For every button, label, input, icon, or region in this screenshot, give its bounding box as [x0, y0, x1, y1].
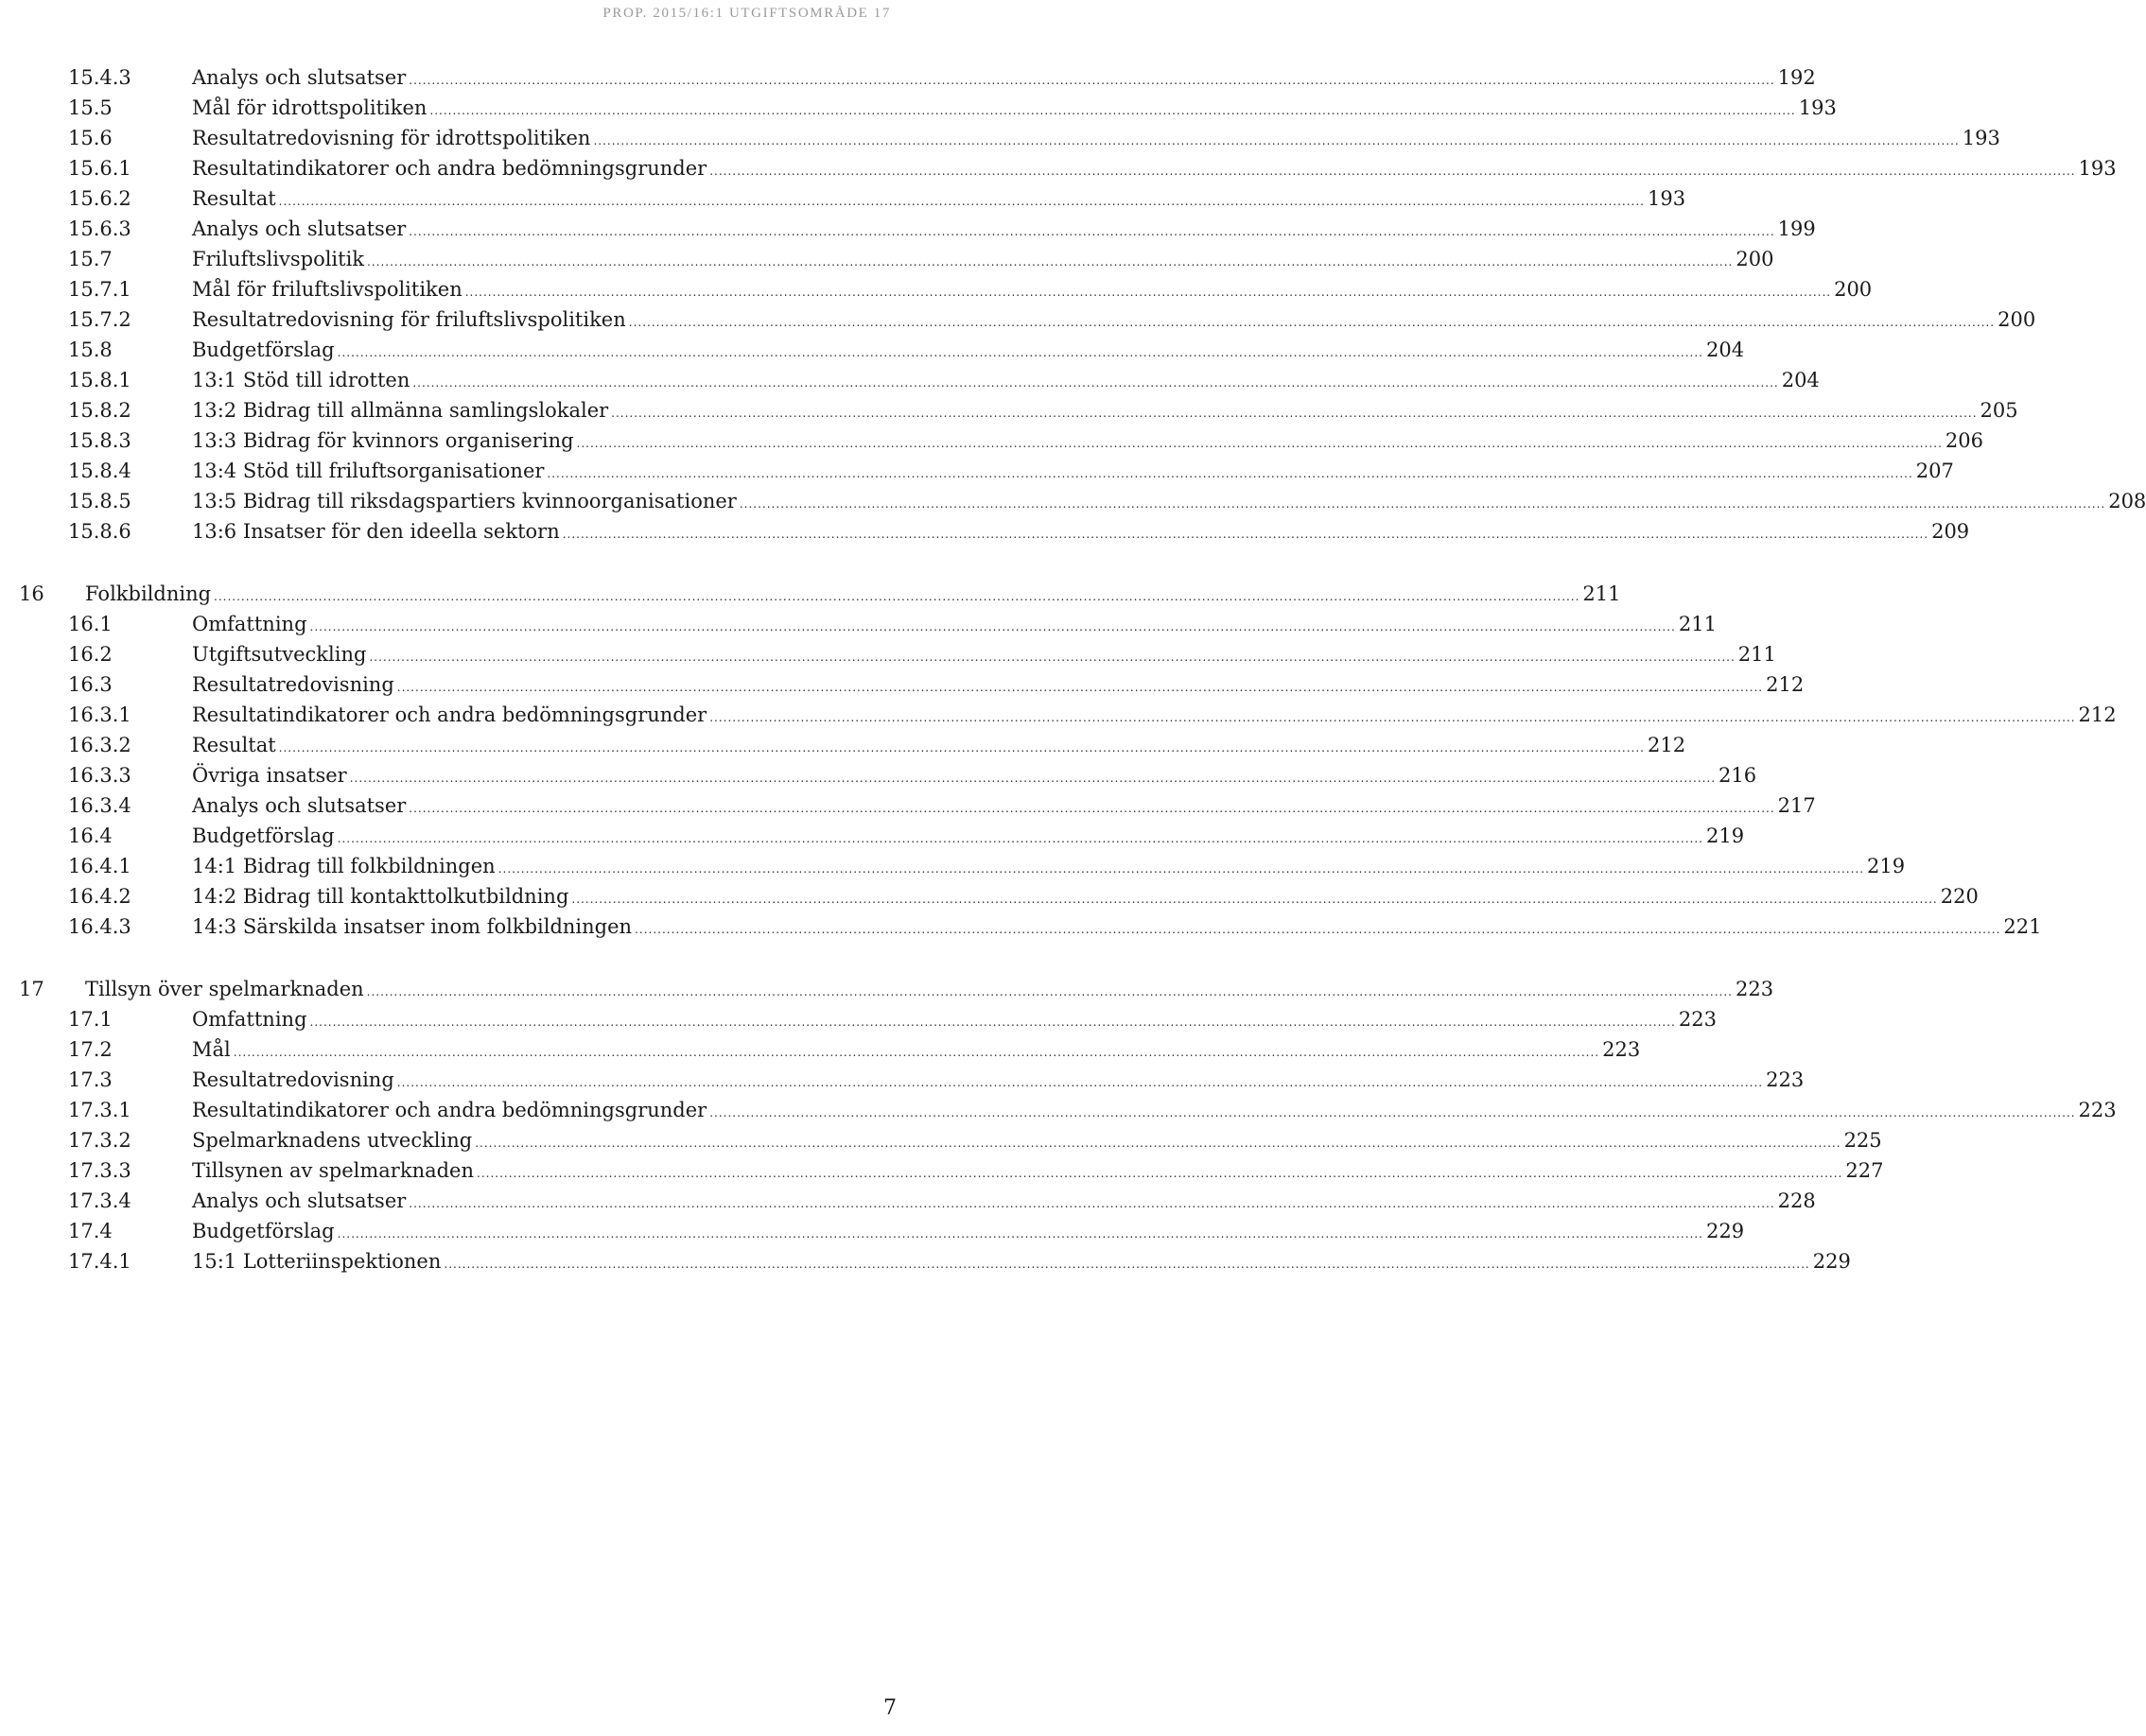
toc-entry-page: 200 — [1834, 278, 1873, 301]
toc-entry-number: 15.7.2 — [68, 308, 131, 331]
toc-entry-number: 15.7.1 — [68, 278, 131, 301]
toc-entry[interactable] — [68, 62, 1816, 93]
toc-entry-title: Analys och slutsatser — [192, 66, 407, 89]
toc-entry-number: 16 — [19, 582, 44, 605]
toc-entry-page: 205 — [1980, 399, 2018, 422]
toc-entry-number: 15.8 — [68, 339, 113, 361]
toc-entry-number: 17 — [19, 978, 44, 1000]
toc-entry[interactable] — [68, 911, 2042, 942]
toc-entry-page: 211 — [1737, 643, 1776, 666]
toc-entry-page: 204 — [1781, 369, 1820, 391]
toc-entry-page: 219 — [1705, 825, 1745, 847]
toc-entry-title: Omfattning — [192, 1008, 307, 1031]
toc-entry-number: 15.6.3 — [68, 217, 131, 240]
toc-entry-title: 14:3 Särskilda insatser inom folkbildningen — [192, 915, 633, 938]
toc-entry-page: 211 — [1582, 582, 1621, 605]
toc-entry-page: 209 — [1931, 520, 1970, 543]
toc-entry[interactable] — [68, 486, 2146, 516]
dot-leader: ............................................................................................................................................................................................................................................................................................................ — [412, 376, 1779, 390]
toc-entry[interactable] — [68, 1065, 1805, 1095]
toc-entry-title: Resultat — [192, 734, 276, 756]
toc-entry-number: 17.4 — [68, 1220, 113, 1242]
toc-entry[interactable] — [68, 516, 1970, 547]
toc-entry-page: 193 — [2078, 157, 2117, 180]
dot-leader: ............................................................................................................................................................................................................................................................................................................ — [409, 1197, 1775, 1210]
toc-entry-number: 17.4.1 — [68, 1250, 131, 1273]
toc-entry-number: 17.3.3 — [68, 1159, 131, 1182]
toc-entry-title: Resultatindikatorer och andra bedömningsgrunder — [192, 1099, 707, 1121]
toc-entry-page: 217 — [1777, 794, 1816, 817]
toc-entry[interactable] — [68, 93, 1837, 123]
toc-entry[interactable] — [68, 1125, 1882, 1155]
dot-leader: ............................................................................................................................................................................................................................................................................................................ — [409, 802, 1775, 815]
toc-entry-title: 14:1 Bidrag till folkbildningen — [192, 855, 496, 877]
toc-entry-page: 220 — [1940, 885, 1979, 908]
toc-entry-page: 193 — [1648, 187, 1686, 210]
toc-entry-title: Analys och slutsatser — [192, 1189, 407, 1212]
dot-leader: ............................................................................................................................................................................................................................................................................................................ — [475, 1137, 1841, 1150]
toc-entry-number: 16.3.1 — [68, 703, 131, 726]
toc-entry[interactable] — [68, 456, 1954, 486]
toc-entry-title: 13:2 Bidrag till allmänna samlingslokaler — [192, 399, 609, 422]
dot-leader: ............................................................................................................................................................................................................................................................................................................ — [571, 893, 1938, 906]
dot-leader: ............................................................................................................................................................................................................................................................................................................ — [337, 1227, 1703, 1241]
toc-entry-number: 15.6.1 — [68, 157, 131, 180]
toc-entry-title: Resultatredovisning för friluftslivspolitiken — [192, 308, 626, 331]
toc-entry[interactable] — [68, 153, 2117, 183]
toc-entry[interactable] — [68, 881, 1979, 911]
toc-entry[interactable] — [68, 639, 1776, 669]
toc-entry-page: 207 — [1915, 460, 1954, 482]
toc-entry-title: 14:2 Bidrag till kontakttolkutbildning — [192, 885, 569, 908]
toc-entry-page: 223 — [1678, 1008, 1717, 1031]
toc-entry-title: 13:3 Bidrag för kvinnors organisering — [192, 429, 574, 452]
dot-leader: ............................................................................................................................................................................................................................................................................................................ — [611, 407, 1978, 420]
toc-entry-title: Utgiftsutveckling — [192, 643, 367, 666]
toc-entry-number: 16.3 — [68, 673, 113, 696]
toc-entry-page: 223 — [1602, 1038, 1641, 1061]
dot-leader: ............................................................................................................................................................................................................................................................................................................ — [593, 134, 1960, 148]
dot-leader: ............................................................................................................................................................................................................................................................................................................ — [739, 497, 2106, 511]
toc-entry-page: 208 — [2108, 490, 2146, 512]
dot-leader: ............................................................................................................................................................................................................................................................................................................ — [396, 681, 1764, 694]
dot-leader: ............................................................................................................................................................................................................................................................................................................ — [635, 923, 2001, 936]
toc-entry-title: Mål för idrottspolitiken — [192, 96, 427, 119]
toc-entry-number: 16.1 — [68, 613, 113, 635]
toc-entry[interactable] — [68, 1155, 1884, 1186]
toc-entry-title: 13:6 Insatser för den ideella sektorn — [192, 520, 560, 543]
toc-entry[interactable] — [68, 395, 2018, 425]
toc-entry-number: 15.4.3 — [68, 66, 131, 89]
toc-entry-title: Resultatindikatorer och andra bedömningsgrunder — [192, 703, 707, 726]
toc-entry-title: Budgetförslag — [192, 1220, 335, 1242]
toc-entry-page: 192 — [1777, 66, 1816, 89]
toc-entry[interactable] — [68, 1095, 2117, 1125]
toc-entry-page: 221 — [2003, 915, 2042, 938]
toc-entry-title: Budgetförslag — [192, 339, 335, 361]
toc-entry[interactable] — [68, 1246, 1851, 1276]
dot-leader: ............................................................................................................................................................................................................................................................................................................ — [349, 772, 1717, 785]
dot-leader: ............................................................................................................................................................................................................................................................................................................ — [547, 467, 1913, 480]
toc-entry[interactable] — [68, 123, 2000, 153]
dot-leader: ............................................................................................................................................................................................................................................................................................................ — [709, 165, 2076, 178]
toc-entry-number: 15.7 — [68, 248, 113, 270]
dot-leader: ............................................................................................................................................................................................................................................................................................................ — [367, 255, 1734, 269]
dot-leader: ............................................................................................................................................................................................................................................................................................................ — [337, 832, 1703, 845]
toc-entry-title: Resultat — [192, 187, 276, 210]
toc-entry[interactable] — [68, 183, 1686, 214]
toc-entry[interactable] — [68, 1216, 1745, 1246]
toc-entry-page: 212 — [1648, 734, 1686, 756]
dot-leader: ............................................................................................................................................................................................................................................................................................................ — [562, 528, 1929, 541]
dot-leader: ............................................................................................................................................................................................................................................................................................................ — [278, 741, 1645, 755]
toc-entry[interactable] — [68, 821, 1745, 851]
dot-leader: ............................................................................................................................................................................................................................................................................................................ — [214, 590, 1580, 603]
page-number: 7 — [883, 1696, 897, 1720]
toc-entry-page: 227 — [1845, 1159, 1884, 1182]
toc-entry-title: Tillsyn över spelmarknaden — [85, 978, 364, 1000]
toc-entry-number: 16.2 — [68, 643, 113, 666]
toc-entry-number: 16.4.1 — [68, 855, 131, 877]
toc-entry[interactable] — [68, 790, 1816, 821]
dot-leader: ............................................................................................................................................................................................................................................................................................................ — [366, 985, 1733, 998]
running-header: PROP. 2015/16:1 UTGIFTSOMRÅDE 17 — [602, 6, 891, 21]
toc-entry-number: 17.2 — [68, 1038, 113, 1061]
toc-entry[interactable] — [68, 1004, 1717, 1034]
toc-entry-title: Resultatindikatorer och andra bedömningsgrunder — [192, 157, 707, 180]
dot-leader: ............................................................................................................................................................................................................................................................................................................ — [709, 1106, 2076, 1120]
toc-entry-page: 216 — [1719, 764, 1757, 787]
dot-leader: ............................................................................................................................................................................................................................................................................................................ — [309, 620, 1676, 634]
dot-leader: ............................................................................................................................................................................................................................................................................................................ — [628, 316, 1996, 329]
toc-entry-title: Mål — [192, 1038, 231, 1061]
toc-entry-number: 16.3.2 — [68, 734, 131, 756]
dot-leader: ............................................................................................................................................................................................................................................................................................................ — [396, 1076, 1764, 1089]
toc-entry-title: Spelmarknadens utveckling — [192, 1129, 473, 1152]
toc-entry-page: 223 — [1766, 1068, 1805, 1091]
toc-entry-title: Övriga insatser — [192, 764, 347, 787]
toc-entry[interactable] — [68, 1034, 1641, 1065]
toc-entry[interactable] — [68, 274, 1873, 304]
toc-entry[interactable] — [68, 365, 1820, 395]
dot-leader: ............................................................................................................................................................................................................................................................................................................ — [497, 862, 1865, 876]
toc-entry-title: Resultatredovisning för idrottspolitiken — [192, 127, 591, 149]
toc-entry-number: 16.3.3 — [68, 764, 131, 787]
toc-entry-title: Mål för friluftslivspolitiken — [192, 278, 462, 301]
toc-entry[interactable] — [68, 1186, 1816, 1216]
toc-entry-number: 15.8.4 — [68, 460, 131, 482]
dot-leader: ............................................................................................................................................................................................................................................................................................................ — [709, 711, 2076, 724]
toc-entry-number: 16.4 — [68, 825, 113, 847]
toc-entry[interactable] — [68, 760, 1757, 790]
dot-leader: ............................................................................................................................................................................................................................................................................................................ — [233, 1046, 1600, 1059]
toc-entry[interactable] — [68, 214, 1816, 244]
toc-entry-title: Resultatredovisning — [192, 1068, 394, 1091]
dot-leader: ............................................................................................................................................................................................................................................................................................................ — [409, 225, 1775, 238]
toc-entry-number: 15.6 — [68, 127, 113, 149]
toc-entry[interactable] — [68, 609, 1717, 639]
toc-entry-number: 17.3.4 — [68, 1189, 131, 1212]
dot-leader: ............................................................................................................................................................................................................................................................................................................ — [429, 104, 1796, 117]
toc-entry[interactable] — [68, 730, 1686, 760]
toc-entry-number: 16.4.3 — [68, 915, 131, 938]
dot-leader: ............................................................................................................................................................................................................................................................................................................ — [464, 286, 1832, 299]
toc-entry-page: 206 — [1945, 429, 1983, 452]
dot-leader: ............................................................................................................................................................................................................................................................................................................ — [309, 1016, 1676, 1029]
toc-entry-title: Omfattning — [192, 613, 307, 635]
toc-entry-page: 211 — [1678, 613, 1717, 635]
toc-entry[interactable] — [68, 851, 1906, 881]
toc-entry-number: 17.3 — [68, 1068, 113, 1091]
toc-entry-number: 17.3.2 — [68, 1129, 131, 1152]
toc-entry-number: 16.4.2 — [68, 885, 131, 908]
toc-entry-title: 13:4 Stöd till friluftsorganisationer — [192, 460, 545, 482]
toc-entry-title: Folkbildning — [85, 582, 212, 605]
toc-entry-number: 15.6.2 — [68, 187, 131, 210]
toc-entry-page: 200 — [1736, 248, 1774, 270]
dot-leader: ............................................................................................................................................................................................................................................................................................................ — [337, 346, 1703, 359]
toc-entry-number: 15.8.5 — [68, 490, 131, 512]
toc-entry-page: 229 — [1812, 1250, 1851, 1273]
toc-entry-number: 15.8.2 — [68, 399, 131, 422]
toc-entry-page: 212 — [1766, 673, 1805, 696]
toc-entry[interactable] — [68, 669, 1805, 700]
toc-entry-page: 193 — [1798, 96, 1837, 119]
dot-leader: ............................................................................................................................................................................................................................................................................................................ — [477, 1167, 1843, 1180]
toc-entry-page: 228 — [1777, 1189, 1816, 1212]
dot-leader: ............................................................................................................................................................................................................................................................................................................ — [576, 437, 1943, 450]
toc-entry-number: 16.3.4 — [68, 794, 131, 817]
toc-entry-page: 212 — [2078, 703, 2117, 726]
toc-entry-title: 13:5 Bidrag till riksdagspartiers kvinnoorganisationer — [192, 490, 737, 512]
toc-entry-title: Resultatredovisning — [192, 673, 394, 696]
toc-entry-title: Friluftslivspolitik — [192, 248, 365, 270]
toc-entry-number: 15.5 — [68, 96, 113, 119]
toc-entry[interactable] — [68, 700, 2117, 730]
toc-entry[interactable] — [68, 425, 1983, 456]
toc-entry-number: 17.1 — [68, 1008, 113, 1031]
toc-entry-title: 13:1 Stöd till idrotten — [192, 369, 410, 391]
toc-entry-page: 225 — [1843, 1129, 1882, 1152]
toc-entry-title: Tillsynen av spelmarknaden — [192, 1159, 475, 1182]
toc-entry-page: 200 — [1998, 308, 2036, 331]
toc-entry-title: Analys och slutsatser — [192, 217, 407, 240]
toc-entry[interactable] — [68, 304, 2036, 335]
toc-entry-number: 15.8.1 — [68, 369, 131, 391]
dot-leader: ............................................................................................................................................................................................................................................................................................................ — [369, 651, 1736, 664]
dot-leader: ............................................................................................................................................................................................................................................................................................................ — [444, 1258, 1810, 1271]
toc-entry-page: 199 — [1777, 217, 1816, 240]
dot-leader: ............................................................................................................................................................................................................................................................................................................ — [278, 195, 1645, 208]
toc-entry-page: 219 — [1867, 855, 1906, 877]
toc-entry-number: 15.8.3 — [68, 429, 131, 452]
toc-chapter-entry[interactable] — [19, 579, 1621, 609]
toc-entry-title: Analys och slutsatser — [192, 794, 407, 817]
toc-entry[interactable] — [68, 244, 1774, 274]
toc-entry-title: 15:1 Lotteriinspektionen — [192, 1250, 442, 1273]
toc-entry-title: Budgetförslag — [192, 825, 335, 847]
toc-entry-page: 193 — [1962, 127, 2000, 149]
toc-entry-page: 229 — [1705, 1220, 1745, 1242]
toc-entry-page: 204 — [1705, 339, 1745, 361]
toc-entry-page: 223 — [2078, 1099, 2117, 1121]
dot-leader: ............................................................................................................................................................................................................................................................................................................ — [409, 74, 1775, 87]
toc-entry[interactable] — [68, 335, 1745, 365]
toc-chapter-entry[interactable] — [19, 974, 1774, 1004]
toc-entry-number: 15.8.6 — [68, 520, 131, 543]
toc-entry-page: 223 — [1736, 978, 1774, 1000]
toc-entry-number: 17.3.1 — [68, 1099, 131, 1121]
